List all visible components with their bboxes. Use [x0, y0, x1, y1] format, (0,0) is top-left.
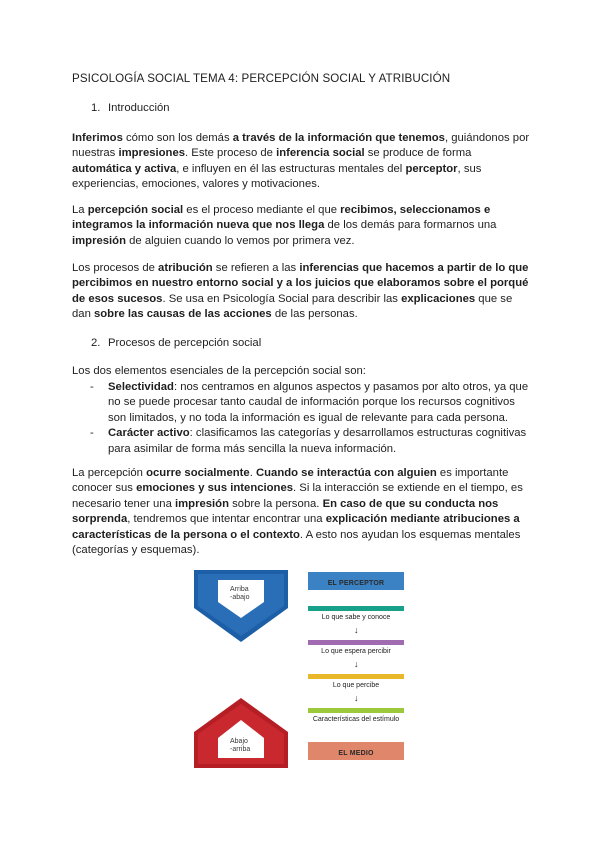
- bold-run: sobre las causas de las acciones: [94, 308, 272, 321]
- bold-run: impresiones: [118, 147, 186, 160]
- text-run: de alguien cuando lo vemos por primera vez.: [126, 234, 355, 247]
- section-heading-procesos: [91, 336, 261, 351]
- text-run: Los procesos de: [72, 262, 159, 274]
- bottom-arrow-label: Abajo -arriba: [230, 738, 251, 753]
- bold-run: ocurre socialmente: [146, 467, 250, 479]
- bold-run: a través de la información que tenemos: [232, 132, 445, 144]
- text-run: es el proceso mediante el que: [183, 204, 341, 216]
- bullet-item: [90, 380, 530, 426]
- document-title: PSICOLOGÍA SOCIAL TEMA 4: PERCEPCIÓN SOCIAL Y ATRIBUCIÓN: [72, 72, 451, 85]
- text-run: La: [72, 204, 88, 216]
- bold-run: Inferimos: [72, 132, 123, 144]
- paragraph-atribucion: [72, 261, 530, 323]
- bold-run: Carácter activo: [108, 427, 190, 440]
- bottom-up-arrow-icon: [194, 698, 288, 768]
- stack-level: Lo que sabe y conoce: [308, 606, 404, 624]
- stack-level: Lo que percibe: [308, 674, 404, 692]
- bold-run: inferencias que hacemos a partir de lo que percibimos en nuestro entorno social y a los juicios que elaboramos sobre el porqué de esos sucesos: [72, 262, 529, 305]
- bullet-list: [90, 380, 530, 457]
- bold-run: Cuando se interactúa con alguien: [256, 467, 437, 479]
- bold-run: Selectividad: [108, 381, 174, 393]
- bold-run: inferencia social: [276, 147, 365, 160]
- bold-run: emociones y sus intenciones: [136, 482, 294, 495]
- stack-level: Lo que espera percibir: [308, 640, 404, 658]
- paragraph-percepcion-social: [72, 203, 530, 249]
- bold-run: automática y activa: [72, 162, 177, 175]
- text-run: , guiándonos por nuestras: [72, 132, 530, 160]
- bold-run: atribución: [158, 262, 213, 274]
- bullet-dash: -: [90, 427, 94, 440]
- stack-level: EL MEDIO: [308, 742, 404, 760]
- section-label: Procesos de percepción social: [108, 337, 262, 349]
- bold-run: impresión: [72, 234, 126, 247]
- text-run: . Se usa en Psicología Social para describir las: [162, 292, 402, 305]
- text-run: de las personas.: [271, 308, 358, 321]
- arrow-down-icon: ↓: [354, 625, 359, 635]
- paragraph-ocurre-socialmente: [72, 466, 530, 558]
- text-run: . A esto nos ayudan los esquemas mentales (categorías y esquemas).: [72, 528, 521, 557]
- text-run: : nos centramos en algunos aspectos y pasamos por alto otros, ya que no se puede procesar tanto caudal de información porque los recursos cognitivos son limitados, y no toda la información es igual de relevante para cada persona.: [108, 381, 529, 424]
- bullet-dash: -: [90, 381, 94, 393]
- bullet-text: [108, 426, 530, 457]
- top-down-arrow-icon: [194, 570, 288, 642]
- stack-level: Características del estímulo: [308, 708, 404, 726]
- section-label: Introducción: [108, 102, 170, 114]
- arrow-down-icon: ↓: [354, 693, 359, 703]
- bold-run: En caso de que su conducta nos sorprenda: [72, 497, 499, 526]
- bullet-text: [108, 380, 530, 426]
- text-run: : clasificamos las categorías y desarrollamos estructuras cognitivas para asimilar de forma más sencilla la nueva información.: [108, 427, 527, 455]
- text-run: , e influyen en él las estructuras mentales del: [176, 162, 406, 175]
- section-number: 1.: [91, 102, 101, 114]
- paragraph-inferencia: [72, 131, 530, 193]
- text-run: . Este proceso de: [185, 147, 277, 160]
- bullet-item: [90, 426, 530, 457]
- stack-level: EL PERCEPTOR: [308, 572, 404, 590]
- section-heading-introduccion: [91, 101, 170, 116]
- bold-run: impresión: [175, 497, 229, 510]
- text-run: sobre la persona.: [229, 497, 323, 510]
- bold-run: explicación mediante atribuciones a características de la persona o el contexto: [72, 513, 520, 541]
- paragraph-elementos: Los dos elementos esenciales de la percepción social son:: [72, 365, 366, 377]
- text-run: se refieren a las: [212, 262, 300, 274]
- text-run: es importante conocer sus: [72, 467, 509, 495]
- text-run: , tendremos que intentar encontrar una: [127, 513, 326, 526]
- text-run: La percepción: [72, 467, 147, 479]
- bold-run: perceptor: [405, 162, 458, 175]
- text-run: que se dan: [72, 292, 513, 321]
- arrow-down-icon: ↓: [354, 659, 359, 669]
- text-run: se produce de forma: [364, 147, 472, 160]
- top-arrow-label: Arriba -abajo: [230, 586, 250, 601]
- bold-run: explicaciones: [401, 292, 476, 305]
- text-run: de los demás para formarnos una: [324, 219, 497, 232]
- text-run: , sus experiencias, emociones, valores y motivaciones.: [72, 162, 482, 191]
- text-run: cómo son los demás: [122, 132, 233, 144]
- text-run: .: [249, 467, 256, 479]
- perception-figure: [188, 560, 414, 772]
- section-number: 2.: [91, 337, 101, 349]
- text-run: . Si la interacción se extiende en el tiempo, es necesario tener una: [72, 482, 523, 510]
- bold-run: percepción social: [87, 204, 184, 216]
- bold-run: recibimos, seleccionamos e integramos la información nueva que nos llega: [72, 204, 491, 232]
